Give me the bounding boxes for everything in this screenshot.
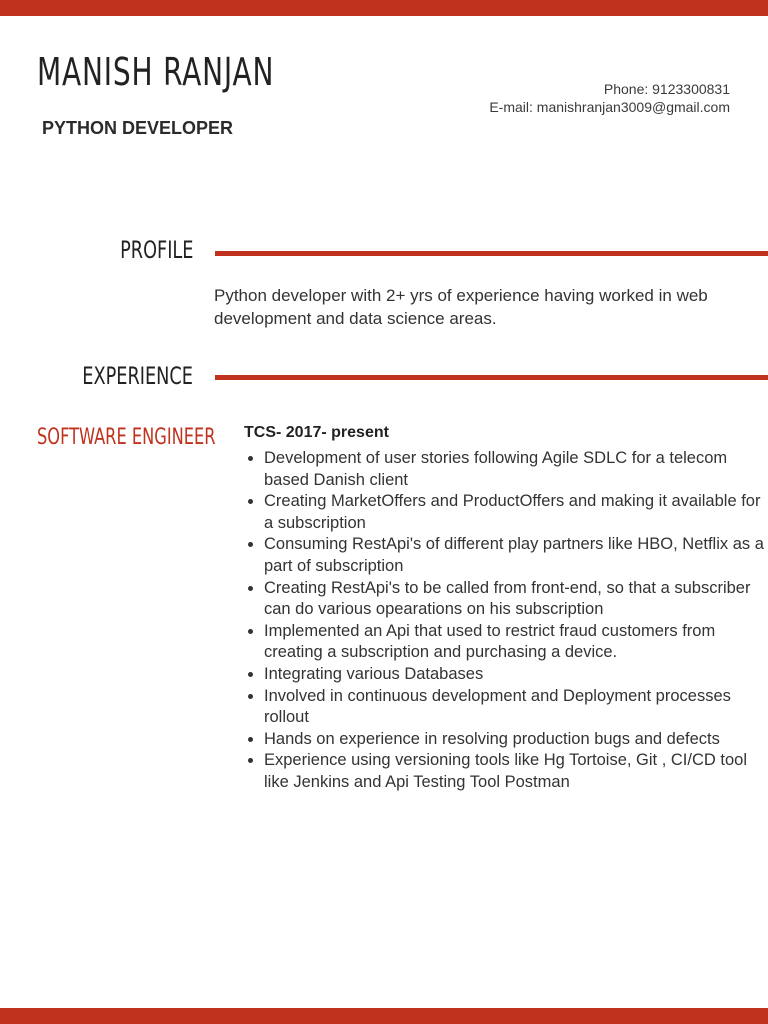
- profile-heading: PROFILE: [119, 236, 193, 264]
- profile-summary: Python developer with 2+ yrs of experience having worked in web development and data science areas.: [214, 286, 708, 328]
- profile-divider: [215, 251, 768, 256]
- job-title: SOFTWARE ENGINEER: [37, 425, 216, 450]
- experience-divider: [215, 375, 768, 380]
- list-item: • Involved in continuous development and Deployment processes rollout: [264, 686, 764, 729]
- bottom-accent-bar: [0, 1008, 768, 1024]
- job-company: TCS- 2017- present: [244, 424, 389, 441]
- list-item: • Development of user stories following Agile SDLC for a telecom based Danish client: [264, 448, 764, 491]
- job-responsibilities: [244, 448, 764, 794]
- list-item: • Consuming RestApi's of different play partners like HBO, Netflix as a part of subscription: [264, 534, 764, 577]
- experience-heading: EXPERIENCE: [82, 362, 193, 390]
- list-item: • Creating RestApi's to be called from front-end, so that a subscriber can do various opearations on his subscription: [264, 578, 764, 621]
- list-item: • Hands on experience in resolving production bugs and defects: [264, 729, 764, 751]
- list-item: • Experience using versioning tools like Hg Tortoise, Git , CI/CD tool like Jenkins and Api Testing Tool Postman: [264, 750, 764, 793]
- top-accent-bar: [0, 0, 768, 16]
- email-text: E-mail: manishranjan3009@gmail.com: [489, 99, 730, 115]
- candidate-name: MANISH RANJAN: [37, 50, 275, 94]
- contact-info: [489, 80, 730, 116]
- list-item: • Integrating various Databases: [264, 664, 764, 686]
- candidate-role: PYTHON DEVELOPER: [42, 118, 234, 138]
- list-item: • Creating MarketOffers and ProductOffers and making it available for a subscription: [264, 491, 764, 534]
- phone-text: Phone: 9123300831: [603, 81, 730, 97]
- list-item: • Implemented an Api that used to restrict fraud customers from creating a subscription and purchasing a device.: [264, 621, 764, 664]
